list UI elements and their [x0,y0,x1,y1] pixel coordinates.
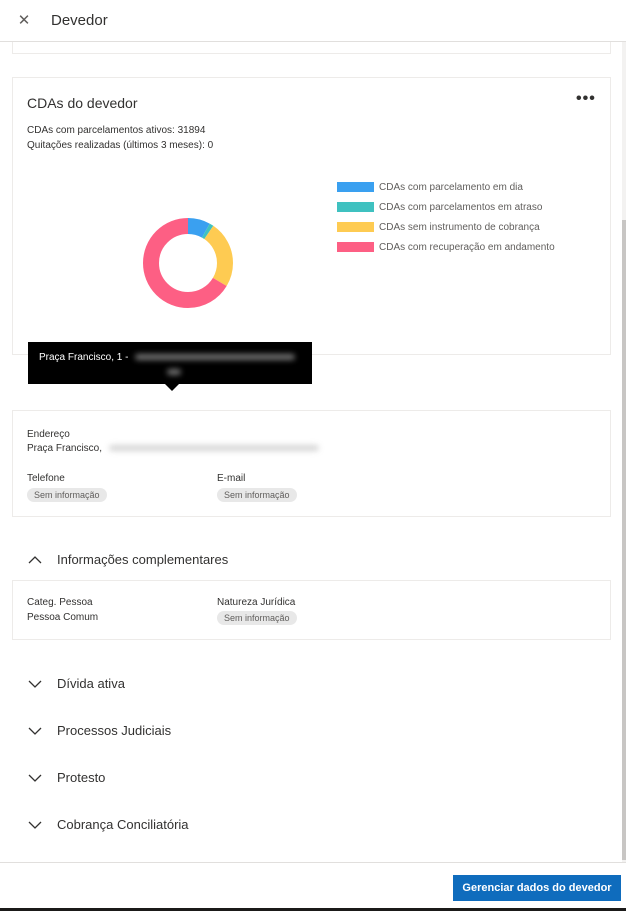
categ-pessoa-value: Pessoa Comum [27,612,99,623]
chevron-down-icon [28,771,42,785]
endereco-text: Praça Francisco, [27,443,103,454]
email-badge: Sem informação [217,488,297,502]
redacted-text [109,445,319,451]
categ-pessoa-label: Categ. Pessoa [27,597,93,608]
chart-legend [337,177,555,257]
section-label: Protesto [57,770,106,785]
endereco-value[interactable] [27,443,319,454]
legend-label: CDAs com parcelamento em dia [379,181,523,193]
panel-header [0,0,626,42]
email-label: E-mail [217,473,246,484]
tooltip-arrow [165,384,179,391]
legend-label: CDAs sem instrumento de cobrança [379,221,540,233]
section-divida-ativa[interactable] [28,676,125,691]
address-card [12,410,611,517]
chevron-down-icon [28,724,42,738]
section-processos-judiciais[interactable] [28,723,171,738]
legend-item[interactable] [337,237,555,257]
legend-swatch [337,182,374,192]
section-label: Cobrança Conciliatória [57,817,189,832]
section-informacoes-complementares[interactable] [28,552,228,567]
redacted-text [135,354,295,360]
previous-card-bottom [12,42,611,54]
address-tooltip [28,342,312,384]
legend-swatch [337,202,374,212]
panel-footer [0,862,626,911]
chevron-down-icon [28,677,42,691]
section-cobranca-conciliatoria[interactable] [28,817,189,832]
cda-settlements: Quitações realizadas (últimos 3 meses): 0 [27,140,214,151]
section-label: Informações complementares [57,552,229,567]
info-card [12,580,611,640]
legend-swatch [337,242,374,252]
legend-swatch [337,222,374,232]
panel-title: Devedor [51,12,108,29]
telefone-badge: Sem informação [27,488,107,502]
legend-item[interactable] [337,217,555,237]
endereco-label: Endereço [27,429,70,440]
legend-item[interactable] [337,177,555,197]
legend-label: CDAs com parcelamentos em atraso [379,201,543,213]
panel-content[interactable] [0,42,622,862]
manage-debtor-button[interactable]: Gerenciar dados do devedor [453,875,621,901]
redacted-text [167,369,181,375]
section-label: Dívida ativa [57,676,125,691]
close-icon[interactable]: ✕ [17,12,31,29]
legend-item[interactable] [337,197,555,217]
cda-card-title: CDAs do devedor [27,95,138,111]
cda-donut-chart [138,213,238,313]
scrollbar-thumb[interactable] [622,220,626,860]
more-icon[interactable]: ••• [576,90,596,107]
cda-active-installments: CDAs com parcelamentos ativos: 31894 [27,125,206,136]
chevron-down-icon [28,818,42,832]
legend-label: CDAs com recuperação em andamento [379,241,555,253]
telefone-label: Telefone [27,473,65,484]
natureza-juridica-badge: Sem informação [217,611,297,625]
cda-card [12,77,611,355]
chevron-up-icon [28,553,42,567]
section-label: Processos Judiciais [57,723,172,738]
tooltip-text: Praça Francisco, 1 - [39,352,129,363]
natureza-juridica-label: Natureza Jurídica [217,597,296,608]
section-protesto[interactable] [28,770,105,785]
